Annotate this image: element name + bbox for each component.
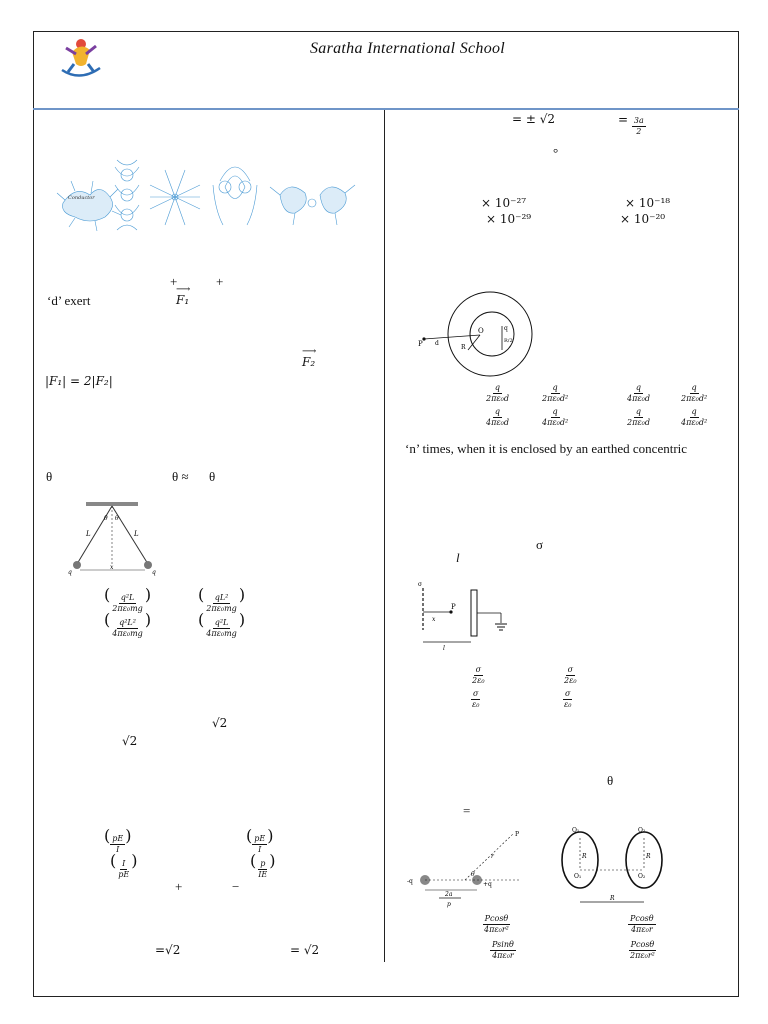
svg-text:q: q [68, 569, 72, 576]
dipole-figure [405, 828, 525, 908]
svg-text:θ: θ [104, 515, 108, 522]
r6-theta: θ [607, 773, 614, 788]
q1-plus-b: + [216, 274, 224, 289]
r6-option-1: $\frac{Pcos\theta}{\text{4πε₀r²}}$ [484, 914, 509, 934]
r1-degree: ° [553, 145, 559, 160]
r3-option-2: $\frac{q}{\text{2πε₀d²}}$ [542, 383, 569, 403]
svg-text:R/2: R/2 [504, 338, 513, 344]
q5-eq-a: =√2 [155, 943, 181, 957]
field-lines-caption: Conductor [68, 195, 95, 201]
svg-text:Q₂: Q₂ [638, 827, 646, 834]
r2-option-a: × 10⁻²⁷ [481, 196, 527, 210]
r4-text: ‘n’ times, when it is enclosed by an earthed concentric [405, 441, 688, 456]
q4-option-c: ( $\frac{I}{pE}$ ) [110, 851, 138, 879]
r5-option-1: $\frac{\sigma}{\text{2ε₀}}$ [472, 665, 485, 685]
column-divider [384, 110, 385, 962]
svg-text:L: L [134, 530, 139, 538]
r1-eq-a: = ± √2 [512, 112, 556, 126]
svg-text:O₁: O₁ [574, 873, 582, 880]
q4-option-d: ( $\frac{p}{IE}$ ) [250, 851, 276, 879]
q2-option-b: ( $\frac{\text{qL²}}{\text{2πε₀mg}}$ ) [198, 585, 246, 613]
r3-option-8: $\frac{q}{\text{4πε₀d²}}$ [681, 407, 708, 427]
svg-text:2a: 2a [445, 891, 453, 898]
pendulum-figure [64, 500, 164, 576]
school-logo-icon [56, 34, 104, 80]
r5-sigma: σ [536, 537, 544, 552]
r2-option-c: × 10⁻²⁹ [486, 212, 532, 226]
svg-text:R: R [646, 853, 651, 860]
svg-text:-q: -q [407, 878, 413, 885]
r5-option-4: $\frac{\sigma}{\text{ε₀}}$ [564, 689, 572, 709]
q5-eq-b: = √2 [290, 943, 320, 957]
svg-text:+q: +q [483, 881, 492, 888]
field-lines-figure [55, 155, 360, 235]
sheet-plate-figure [413, 580, 513, 652]
r2-option-b: × 10⁻¹⁸ [625, 196, 671, 210]
q2-option-d: ( $\frac{\text{q²L}}{\text{4πε₀mg}}$ ) [198, 610, 246, 638]
q2-option-a: ( $\frac{\text{q²L}}{\text{2πε₀mg}}$ ) [104, 585, 152, 613]
r3-option-6: $\frac{q}{\text{4πε₀d²}}$ [542, 407, 569, 427]
r3-option-5: $\frac{q}{\text{4πε₀d}}$ [486, 407, 509, 427]
q1-line: ‘d’ exert [47, 293, 91, 308]
r6-eq: = [463, 803, 471, 818]
svg-text:P: P [418, 340, 423, 348]
q1-force-f1: ⟶ F₁ [176, 284, 191, 307]
q4-plus: + [175, 879, 183, 894]
r3-option-4: $\frac{q}{\text{2πε₀d²}}$ [681, 383, 708, 403]
svg-text:O: O [478, 327, 484, 335]
svg-text:d: d [435, 340, 439, 347]
concentric-spheres-figure [418, 290, 568, 376]
school-name: Saratha International School [310, 40, 506, 57]
q2-option-c: ( $\frac{\text{q²L²}}{\text{4πε₀mg}}$ ) [104, 610, 152, 638]
r3-option-3: $\frac{q}{\text{4πε₀d}}$ [627, 383, 650, 403]
r3-option-7: $\frac{q}{\text{2πε₀d}}$ [627, 407, 650, 427]
q1-plus-a: + [170, 274, 178, 289]
svg-text:P: P [451, 603, 456, 611]
q1-force-f2: ⟶ F₂ [302, 346, 317, 369]
svg-text:L: L [86, 530, 91, 538]
q1-relation: |F₁| = 2|F₂| [45, 374, 113, 388]
q3-root-a: √2 [212, 716, 228, 730]
q2-theta-a: θ [46, 469, 53, 484]
q4-minus: − [232, 879, 240, 894]
svg-text:O₂: O₂ [638, 873, 646, 880]
svg-text:q: q [504, 325, 508, 332]
svg-text:R: R [610, 895, 615, 902]
svg-text:P: P [515, 831, 520, 838]
svg-text:q: q [152, 569, 156, 576]
svg-text:l: l [443, 645, 445, 652]
r2-option-d: × 10⁻²⁰ [620, 212, 666, 226]
svg-text:θ: θ [115, 515, 119, 522]
svg-text:p: p [447, 901, 451, 908]
svg-text:σ: σ [418, 581, 423, 588]
r5-option-2: $\frac{\sigma}{\text{2ε₀}}$ [564, 665, 577, 685]
r6-option-3: $\frac{Psin\theta}{\text{4πε₀r}}$ [492, 940, 514, 960]
q2-theta-approx: θ ≈ [172, 469, 189, 484]
svg-text:R: R [461, 344, 466, 351]
q4-option-a: ( $\frac{pE}{I}$ ) [104, 826, 132, 854]
svg-text:x: x [432, 616, 436, 623]
svg-text:r: r [491, 853, 494, 860]
svg-text:x: x [110, 564, 114, 571]
r5-option-3: $\frac{\sigma}{\text{ε₀}}$ [472, 689, 480, 709]
r6-option-4: $\frac{Pcos\theta}{\text{2πε₀r²}}$ [630, 940, 655, 960]
r1-eq-b: = $\frac{3a}{2}$ [618, 112, 644, 136]
svg-text:θ: θ [471, 871, 475, 878]
svg-text:Q₁: Q₁ [572, 827, 580, 834]
q4-option-b: ( $\frac{pE}{I}$ ) [246, 826, 274, 854]
q2-theta-b: θ [209, 469, 216, 484]
svg-text:R: R [582, 853, 587, 860]
r5-l: l [456, 550, 460, 565]
r6-option-2: $\frac{Pcos\theta}{\text{4πε₀r}}$ [630, 914, 654, 934]
two-rings-figure [558, 824, 688, 906]
r3-option-1: $\frac{q}{\text{2πε₀d}}$ [486, 383, 509, 403]
q3-root-b: √2 [122, 734, 138, 748]
